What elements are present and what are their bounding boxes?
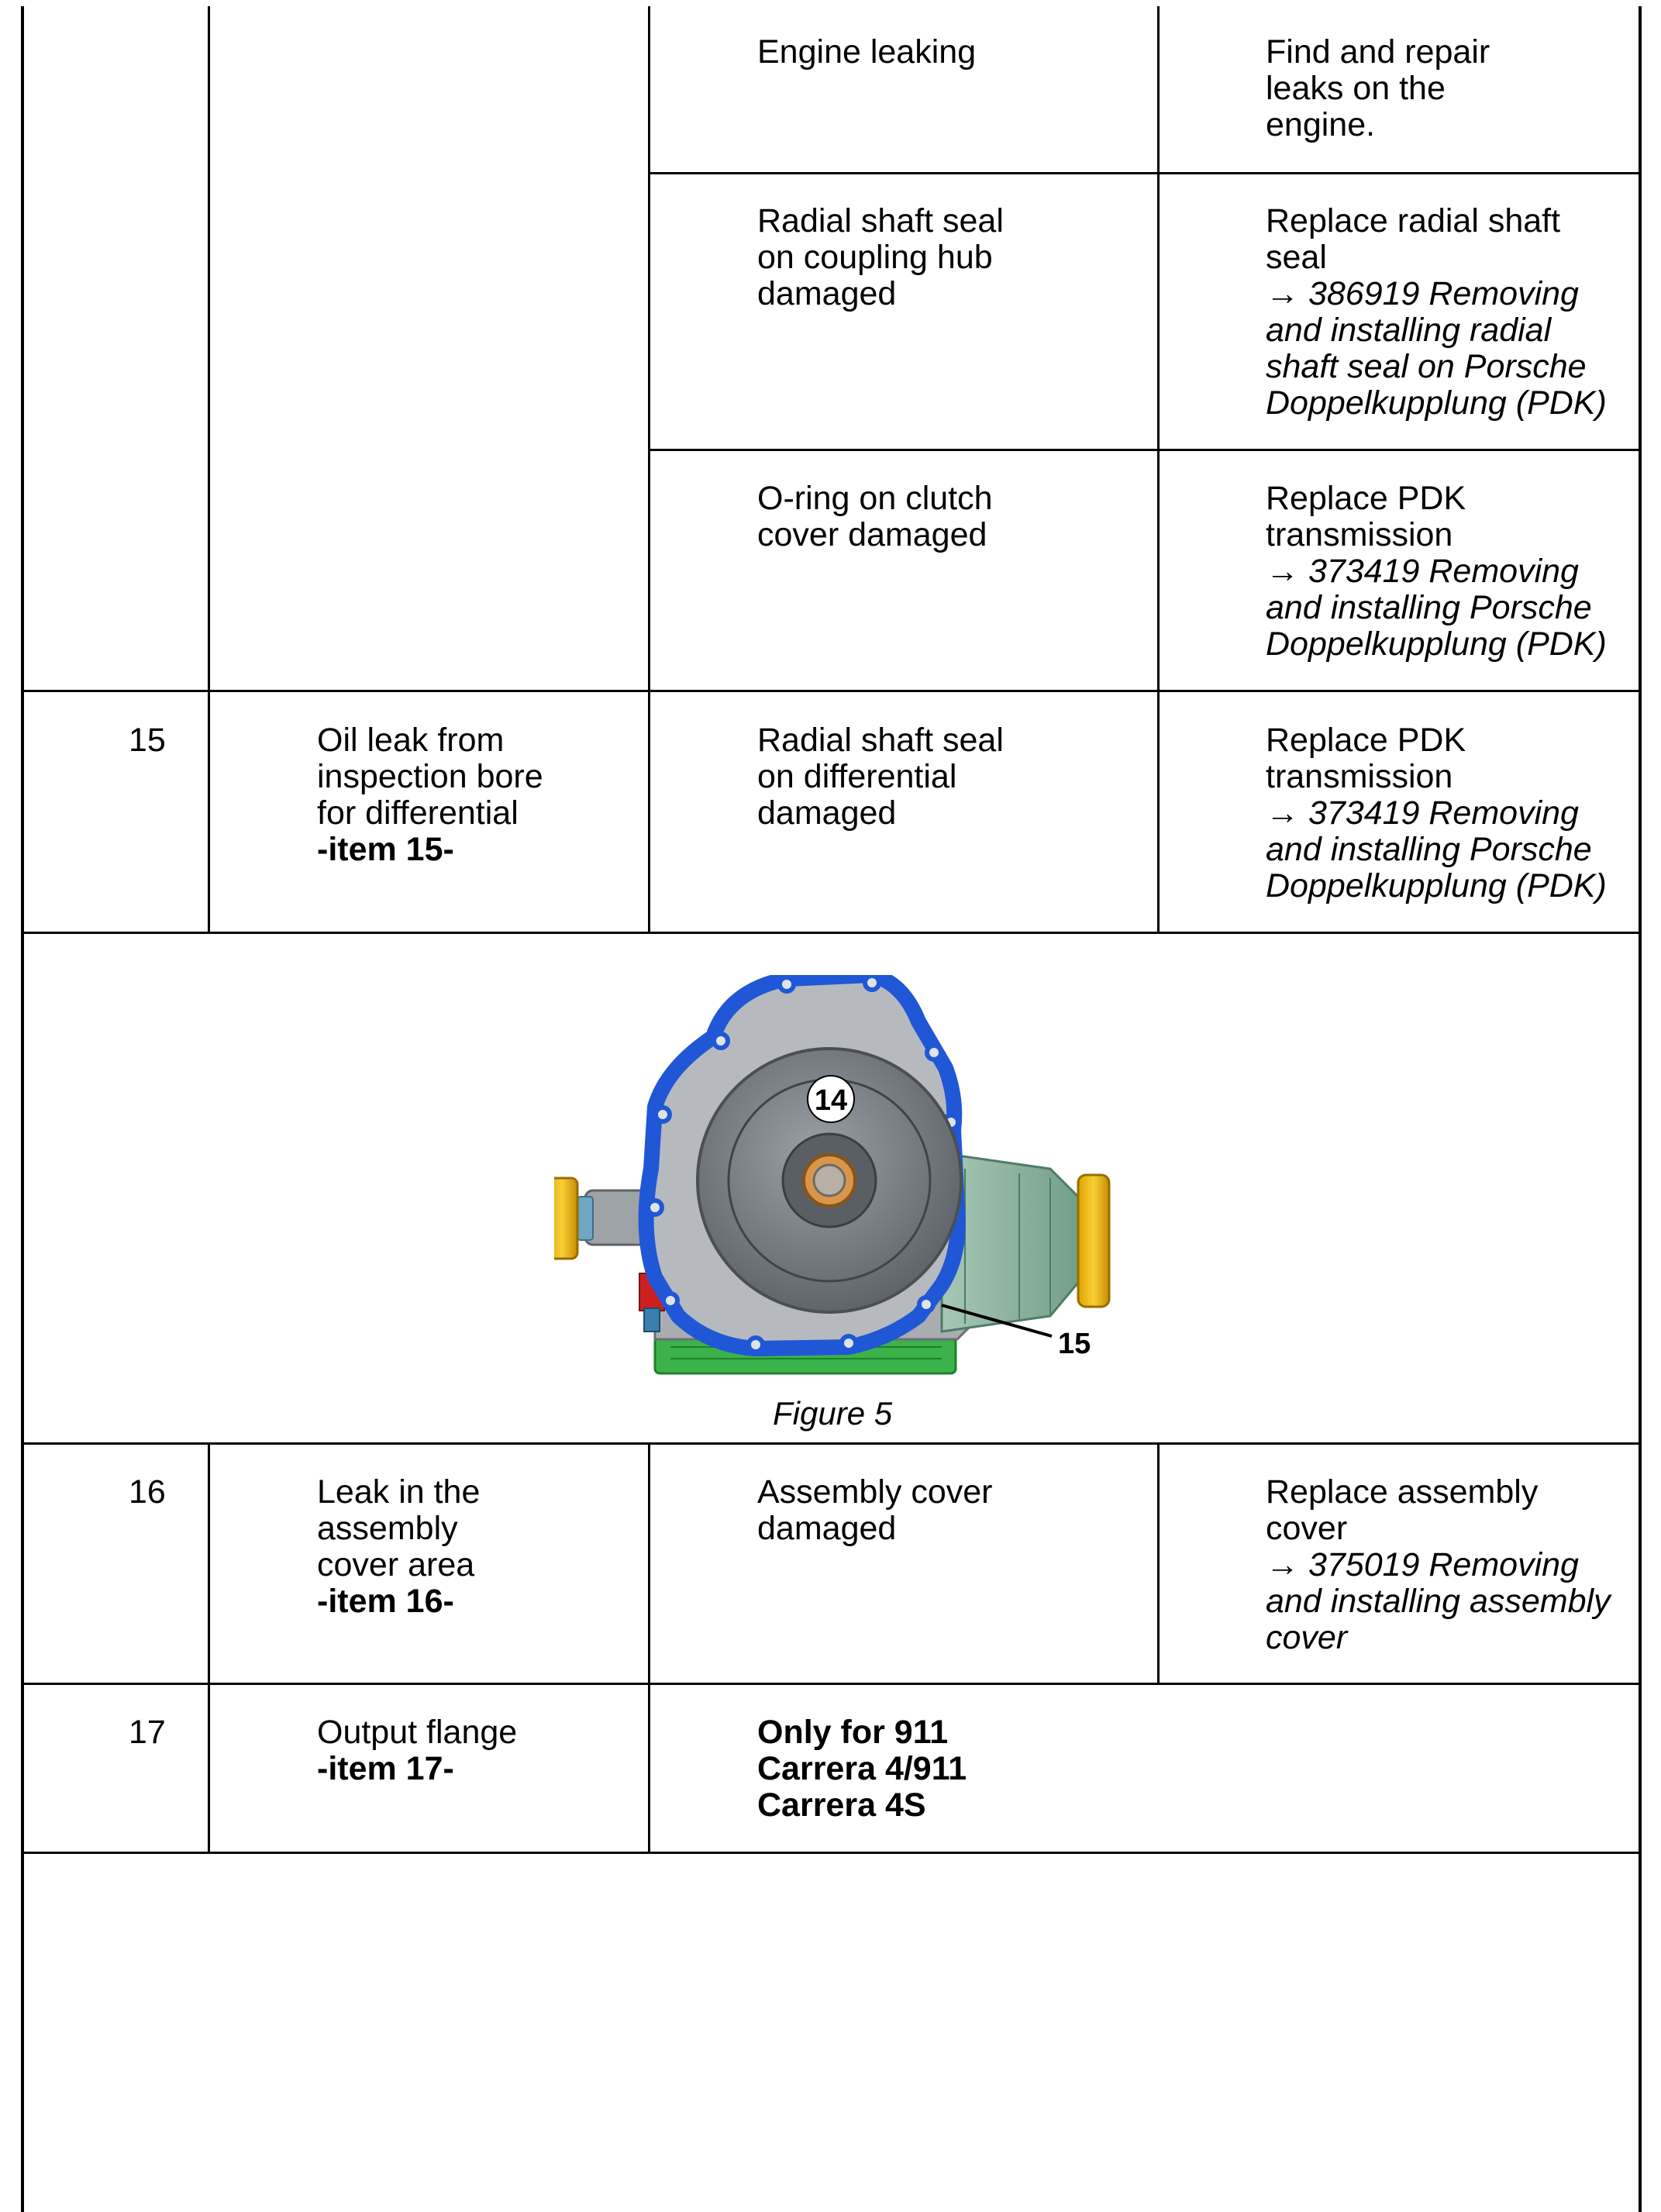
- cause-assembly-cover-damaged: Assembly cover damaged: [757, 1473, 993, 1547]
- remedy-replace-assembly-cover: Replace assembly cover: [1266, 1473, 1539, 1547]
- location-inspection-bore: Oil leak from inspection bore for differential: [317, 722, 543, 832]
- callout-15: 15: [1058, 1328, 1091, 1360]
- cause-o-ring-clutch-cover: O-ring on clutch cover damaged: [757, 480, 993, 553]
- location-output-flange: Output flange: [317, 1714, 518, 1751]
- table-border-left: [21, 6, 24, 2212]
- col-divider-3: [1157, 6, 1160, 933]
- row-divider: [648, 449, 1642, 451]
- link-ref-375019[interactable]: → 375019 Removing and installing assembly cover: [1266, 1546, 1611, 1656]
- item-17-label: -item 17-: [317, 1750, 454, 1787]
- row-divider: [21, 1683, 1642, 1685]
- link-ref-373419[interactable]: → 373419 Removing and installing Porsche Doppelkupplung (PDK): [1266, 553, 1607, 663]
- col-divider-1: [208, 6, 210, 933]
- applicability-note: Only for 911 Carrera 4/911 Carrera 4S: [757, 1714, 967, 1824]
- cause-radial-seal-differential: Radial shaft seal on differential damaged: [757, 722, 1004, 832]
- cause-engine-leaking: Engine leaking: [757, 33, 977, 71]
- link-ref-386919[interactable]: → 386919 Removing and installing radial shaft seal on Porsche Doppelkupplung (PDK): [1266, 275, 1607, 422]
- link-ref-373419-15[interactable]: → 373419 Removing and installing Porsche Doppelkupplung (PDK): [1266, 794, 1607, 904]
- figure-caption: Figure 5: [773, 1395, 893, 1432]
- col-divider-2: [648, 6, 650, 933]
- remedy-replace-radial-seal: Replace radial shaft seal: [1266, 202, 1561, 276]
- col-divider-3b: [1157, 1443, 1160, 1683]
- location-assembly-cover: Leak in the assembly cover area: [317, 1473, 481, 1583]
- remedy-replace-pdk: Replace PDK transmission: [1266, 480, 1466, 553]
- callout-14: 14: [814, 1084, 848, 1117]
- row-number-15: 15: [129, 722, 166, 759]
- item-15-label: -item 15-: [317, 831, 454, 868]
- row-divider: [21, 932, 1642, 934]
- row-divider: [648, 172, 1642, 174]
- remedy-repair-engine-leaks: Find and repair leaks on the engine.: [1266, 33, 1490, 143]
- row-number-17: 17: [129, 1714, 166, 1751]
- row-divider: [21, 690, 1642, 692]
- pdk-transmission-figure: [554, 975, 1112, 1409]
- item-16-label: -item 16-: [317, 1583, 454, 1620]
- row-divider: [21, 1442, 1642, 1445]
- remedy-replace-pdk-15: Replace PDK transmission: [1266, 722, 1466, 795]
- col-divider-2b: [648, 1443, 650, 1854]
- row-number-16: 16: [129, 1473, 166, 1511]
- cause-radial-seal-coupling-hub: Radial shaft seal on coupling hub damaged: [757, 202, 1004, 312]
- table-border-right: [1639, 6, 1642, 2212]
- col-divider-1b: [208, 1443, 210, 1854]
- row-divider: [21, 1852, 1642, 1854]
